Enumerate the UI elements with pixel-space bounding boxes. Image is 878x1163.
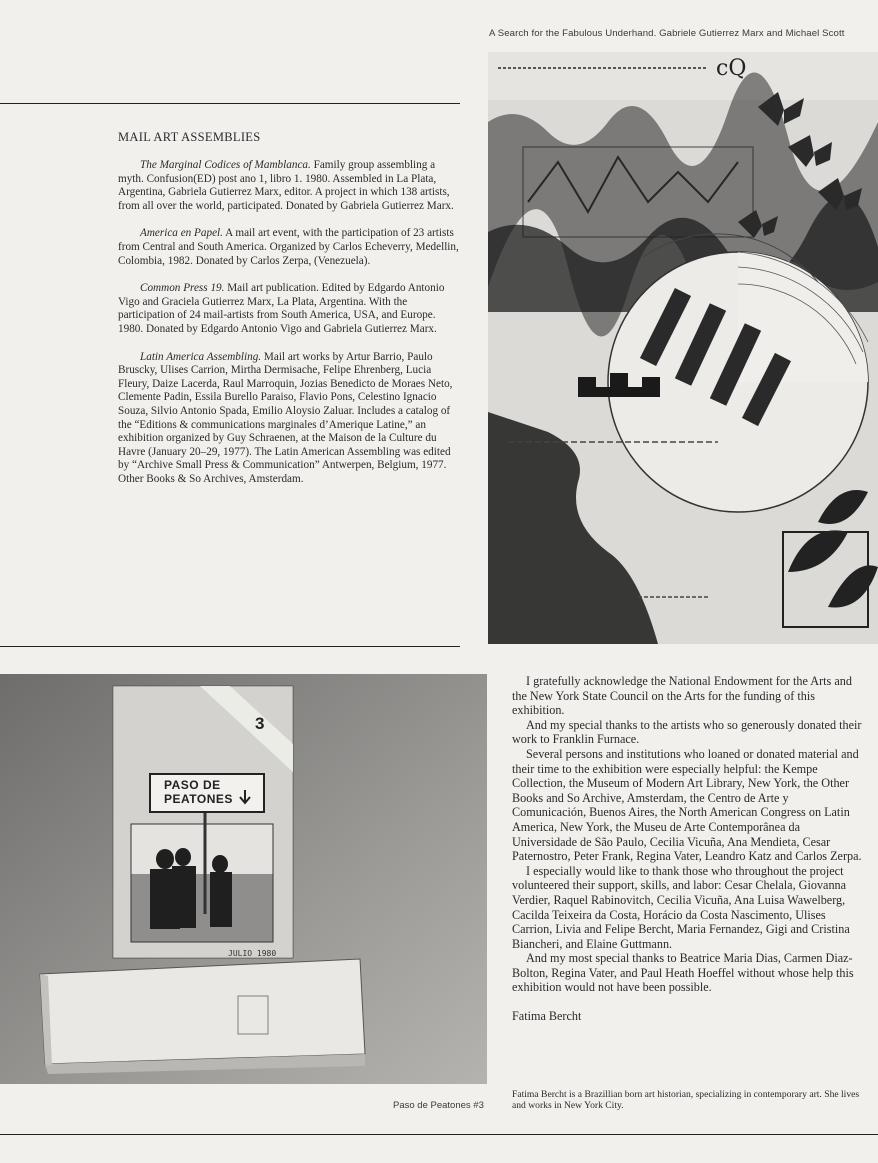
entry-text: Mail art publication. Edited by Edgardo Antonio Vigo and Graciela Gutierrez Marx, La Plata, Argentina. With the participation of 24 mail-artists from South America, USA, and Europe. 1980. Donated by Edgardo Antonio Vigo and Gabriela Gutierrez Marx. [118,282,445,335]
ack-paragraph: I gratefully acknowledge the National Endowment for the Arts and the New York State Council on the Arts for the funding of this exhibition. [512,674,852,718]
ack-paragraph: And my most special thanks to Beatrice Maria Dias, Carmen Diaz-Bolton, Regina Vater, and Paul Heath Hoeffel without whose help this exhibition would not have been possible. [512,951,854,995]
photo-caption: Paso de Peatones #3 [393,1100,484,1111]
entry-latin-america-assembling [118,351,460,487]
entry-america-en-papel [118,227,460,268]
signature: Fatima Bercht [512,1009,582,1024]
entry-common-press [118,282,460,336]
top-rule [0,103,460,104]
running-header: A Search for the Fabulous Underhand. Gabriele Gutierrez Marx and Michael Scott [489,28,845,39]
author-bio: Fatima Bercht is a Brazillian born art historian, specializing in contemporary art. She lives and works in New York City. [512,1089,860,1112]
svg-text:JULIO 1980: JULIO 1980 [228,949,277,958]
box-photo-graphic [0,674,487,1084]
entry-text: Family group assembling a myth. Confusion(ED) post ano 1, libro 1. 1980. Assembled in La Plata, Argentina, Gabriela Gutierrez Marx, editor. A project in which 138 artists, from all over the world, participated. Donated by Gabriela Gutierrez Marx. [118,159,454,212]
entry-work-title: America en Papel. [140,227,223,240]
bottom-rule [0,1134,878,1135]
sign-line-2: PEATONES [164,792,233,806]
section-title: MAIL ART ASSEMBLIES [118,130,261,144]
collage-artwork [488,52,878,644]
box-number: 3 [255,714,265,733]
sign-text [164,778,233,806]
collage-corner-mark: cQ [716,56,747,81]
entry-text: Mail art works by Artur Barrio, Paulo Bruscky, Ulises Carrion, Mirtha Dermisache, Felipe Ehrenberg, Lucia Fleury, Daize Lacerda, Raul Marroquin, Jozias Benedicto de Moraes Neto, Clemente Padin, Essila Burello Paraiso, Flavio Pons, Celestino Ignacio Souza, Silvio Antonio Spada, Emilio Aloysio Zaluar. Includes a catalog of the “Editions & communications marginales d’Amerique Latine,” an exhibition organized by Guy Schraenen, at the Maison de la Culture du Havre (January 20–29, 1977). The Latin American Assembling was edited by “Archive Small Press & Communication” Antwerpen, Belgium, 1977. Other Books & So Archives, Amsterdam. [118,350,453,485]
entry-marginal-codices [118,159,460,213]
acknowledgments [512,674,862,1024]
ack-paragraph: I especially would like to thank those who throughout the project volunteered their support, skills, and labor: Cesar Chelala, Giovanna Verdier, Raquel Rabinovitch, Cecilia Vicuña, Ana Luisa Wawelberg, Cacilda Teixeira da Costa, Horácio da Costa Nascimento, Ulises Carrion, Livia and Felipe Bercht, Maria Fernandez, Gigi and Cristina Biancheri, and Elaine Guttmann. [512,863,850,951]
mail-art-section [118,130,460,500]
ack-paragraph: And my special thanks to the artists who so generously donated their work to Franklin Furnace. [512,717,862,747]
entry-work-title: Common Press 19. [140,282,225,295]
sign-line-1: PASO DE [164,778,221,792]
box-photograph [0,674,487,1084]
entry-text: A mail art event, with the participation of 23 artists from Central and South America. Organized by Carlos Echeverry, Medellin, Colombia, 1982. Donated by Carlos Zerpa, (Venezuela). [118,227,459,267]
entry-work-title: The Marginal Codices of Mamblanca. [140,159,311,171]
entry-work-title: Latin America Assembling. [140,350,262,363]
ack-paragraph: Several persons and institutions who loaned or donated material and their time to the exhibition were especially helpful: the Kempe Collection, the Museum of Modern Art Library, New York, the Other Books and So Archive, Amsterdam, the Centro de Arte y Comunicación, Buenos Aires, the North American Congress on Latin America, New York, the Museu de Arte Contemporânea da Universidade de São Paulo, Cecilia Vicuña, Ana Mendieta, Cesar Paternostro, Peter Frank, Regina Vater, Leandro Katz and Carlos Zerpa. [512,746,862,864]
middle-rule [0,646,460,647]
collage-graphic [488,52,878,644]
